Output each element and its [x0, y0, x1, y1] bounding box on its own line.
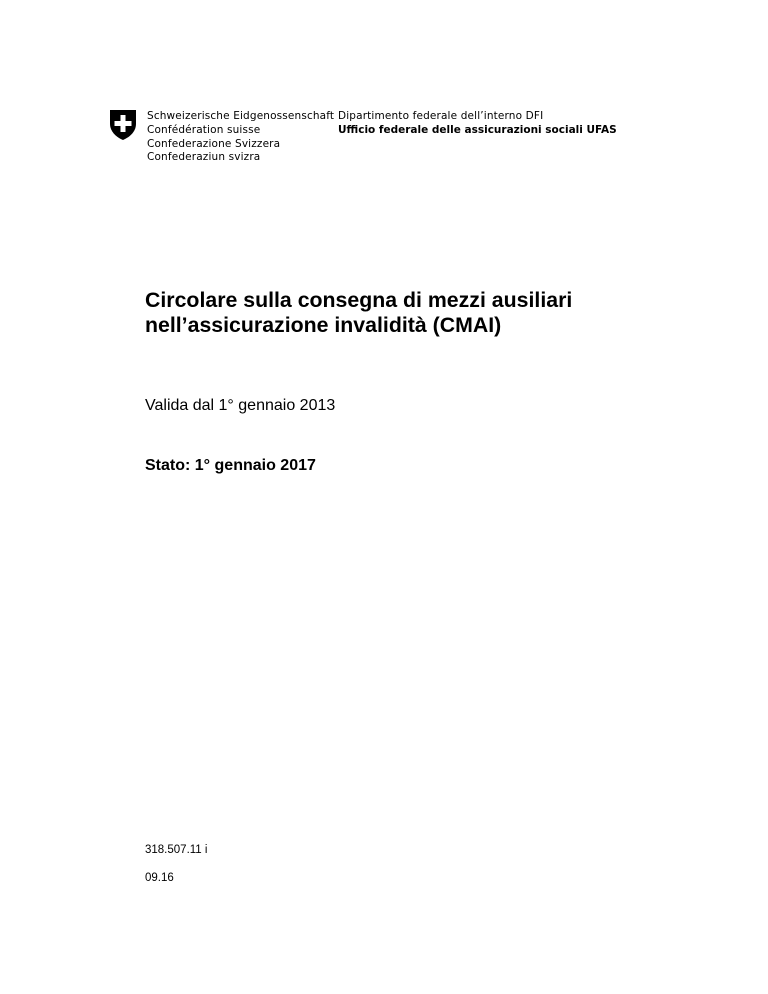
- edition-date: 09.16: [145, 872, 174, 884]
- confederation-name-fr: Confédération suisse: [147, 123, 261, 136]
- department-block: [338, 110, 617, 138]
- document-title: [145, 288, 705, 338]
- department-name: Dipartimento federale dell’interno DFI: [338, 110, 544, 122]
- document-title-line-1: Circolare sulla consegna di mezzi ausiliari: [145, 288, 573, 312]
- office-name: Ufficio federale delle assicurazioni sociali UFAS: [338, 123, 617, 136]
- document-title-line-2: nell’assicurazione invalidità (CMAI): [145, 313, 502, 337]
- swiss-cross-shield-icon: [109, 109, 137, 141]
- confederation-names: [147, 110, 334, 165]
- reference-number: 318.507.11 i: [145, 844, 208, 856]
- status-text: Stato: 1° gennaio 2017: [145, 457, 316, 474]
- valid-from-text: Valida dal 1° gennaio 2013: [145, 397, 336, 414]
- confederation-name-rm: Confederaziun svizra: [147, 151, 261, 164]
- confederation-name-de: Schweizerische Eidgenossenschaft: [147, 110, 335, 122]
- confederation-name-it: Confederazione Svizzera: [147, 137, 281, 150]
